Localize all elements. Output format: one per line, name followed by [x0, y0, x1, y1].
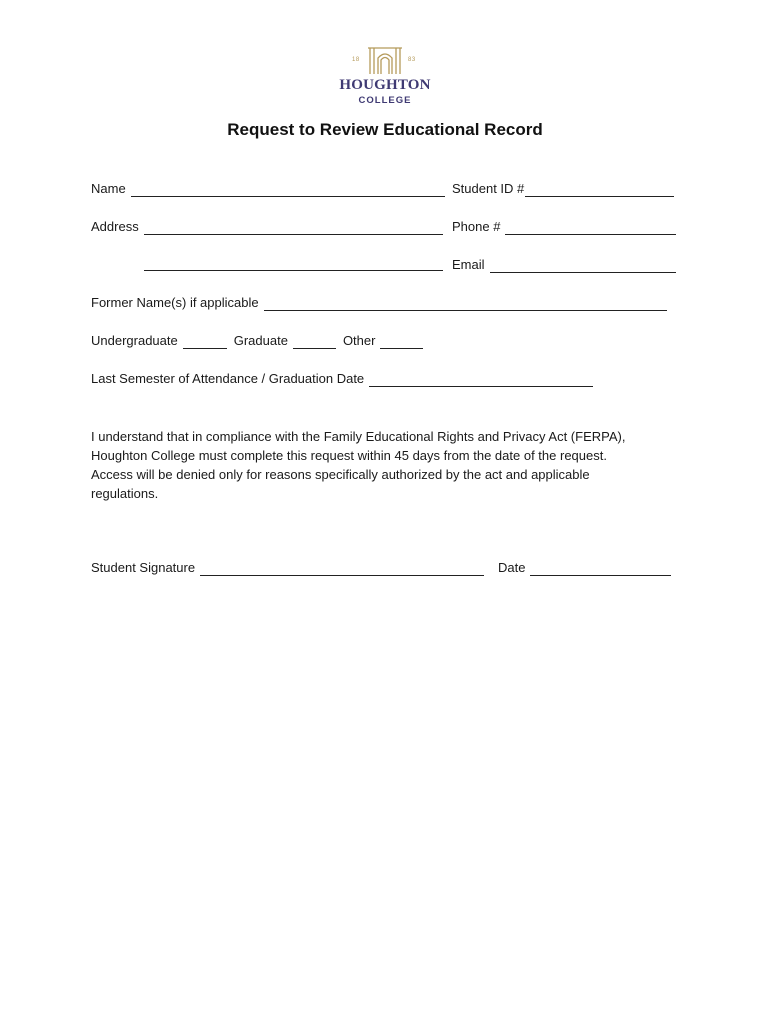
statement-line: regulations. [91, 486, 159, 501]
student-id-row [452, 181, 674, 197]
ferpa-statement [91, 427, 691, 503]
name-row [91, 181, 445, 197]
signature-field[interactable] [200, 562, 484, 576]
statement-line: Houghton College must complete this request within 45 days from the date of the request. [91, 448, 607, 463]
undergraduate-label: Undergraduate [91, 333, 178, 348]
undergraduate-field[interactable] [183, 335, 227, 349]
date-label: Date [498, 560, 526, 575]
address-line2-row [140, 257, 443, 271]
student-type-row [91, 333, 423, 349]
date-row [498, 560, 671, 576]
phone-label: Phone # [452, 219, 501, 234]
pillars-logo-icon [366, 46, 404, 76]
other-field[interactable] [380, 335, 423, 349]
signature-row [91, 560, 484, 576]
college-logo [330, 44, 440, 108]
form-title: Request to Review Educational Record [227, 120, 543, 139]
address-label: Address [91, 219, 139, 234]
last-semester-label: Last Semester of Attendance / Graduation Date [91, 371, 365, 386]
graduate-field[interactable] [293, 335, 336, 349]
graduate-label: Graduate [233, 333, 288, 348]
logo-year-left: 18 [352, 57, 360, 63]
statement-line: I understand that in compliance with the Family Educational Rights and Privacy Act (FERPA), [91, 429, 626, 444]
address-field[interactable] [144, 221, 443, 235]
student-id-label: Student ID # [452, 181, 525, 196]
email-row [452, 257, 676, 273]
address-line2-field[interactable] [144, 257, 443, 271]
logo-subtitle: COLLEGE [358, 95, 412, 106]
email-field[interactable] [490, 259, 676, 273]
phone-field[interactable] [505, 221, 676, 235]
logo-wordmark: HOUGHTON [339, 77, 431, 93]
statement-line: Access will be denied only for reasons specifically authorized by the act and applicable [91, 467, 590, 482]
former-names-field[interactable] [264, 297, 667, 311]
last-semester-field[interactable] [369, 373, 593, 387]
address-row [91, 219, 443, 235]
logo-year-right: 83 [408, 57, 416, 63]
date-field[interactable] [530, 562, 671, 576]
phone-row [452, 219, 676, 235]
former-names-label: Former Name(s) if applicable [91, 295, 259, 310]
student-id-field[interactable] [525, 183, 674, 197]
former-names-row [91, 295, 667, 311]
email-label: Email [452, 257, 485, 272]
signature-label: Student Signature [91, 560, 196, 575]
name-field[interactable] [131, 183, 445, 197]
other-label: Other [342, 333, 376, 348]
last-semester-row [91, 371, 593, 387]
name-label: Name [91, 181, 126, 196]
